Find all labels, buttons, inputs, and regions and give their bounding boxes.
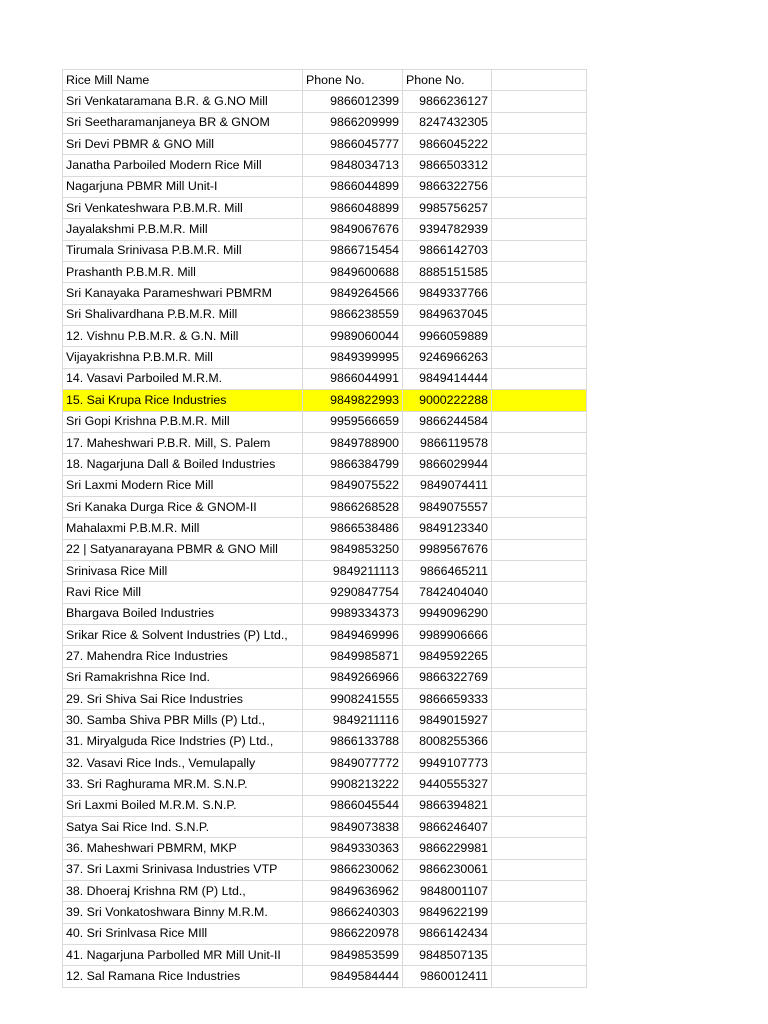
mill-name-cell[interactable]: 17. Maheshwari P.B.R. Mill, S. Palem <box>63 432 303 453</box>
empty-cell[interactable] <box>492 496 587 517</box>
phone-1-cell[interactable]: 9849822993 <box>303 390 403 411</box>
empty-cell[interactable] <box>492 176 587 197</box>
table-row <box>63 432 587 453</box>
phone-1-cell[interactable]: 9849073838 <box>303 817 403 838</box>
table-row <box>63 923 587 944</box>
mill-name-cell[interactable]: Mahalaxmi P.B.M.R. Mill <box>63 518 303 539</box>
table-row <box>63 240 587 261</box>
table-row <box>63 112 587 133</box>
phone-2-cell[interactable]: 9849414444 <box>403 368 492 389</box>
mill-name-cell[interactable]: Sri Ramakrishna Rice Ind. <box>63 667 303 688</box>
phone-1-cell[interactable]: 9849399995 <box>303 347 403 368</box>
phone-1-cell[interactable]: 9866538486 <box>303 518 403 539</box>
mill-name-cell[interactable]: 33. Sri Raghurama MR.M. S.N.P. <box>63 774 303 795</box>
table-row <box>63 539 587 560</box>
phone-2-cell[interactable]: 9866465211 <box>403 560 492 581</box>
phone-1-cell[interactable]: 9849211116 <box>303 710 403 731</box>
phone-2-cell[interactable]: 9848507135 <box>403 945 492 966</box>
phone-1-cell[interactable]: 9866715454 <box>303 240 403 261</box>
mill-name-cell[interactable]: Sri Seetharamanjaneya BR & GNOM <box>63 112 303 133</box>
phone-1-cell[interactable]: 9866044991 <box>303 368 403 389</box>
phone-1-cell[interactable]: 9866268528 <box>303 496 403 517</box>
mill-name-cell[interactable]: Ravi Rice Mill <box>63 582 303 603</box>
table-row <box>63 219 587 240</box>
phone-2-cell[interactable]: 9985756257 <box>403 198 492 219</box>
table-row <box>63 624 587 645</box>
mill-name-cell[interactable]: 27. Mahendra Rice Industries <box>63 646 303 667</box>
mill-name-cell[interactable]: Srikar Rice & Solvent Industries (P) Ltd., <box>63 624 303 645</box>
table-row <box>63 262 587 283</box>
empty-cell[interactable] <box>492 582 587 603</box>
phone-1-cell[interactable]: 9989334373 <box>303 603 403 624</box>
empty-cell[interactable] <box>492 795 587 816</box>
phone-2-cell[interactable]: 9866029944 <box>403 454 492 475</box>
mill-name-cell[interactable]: Vijayakrishna P.B.M.R. Mill <box>63 347 303 368</box>
empty-cell[interactable] <box>492 326 587 347</box>
table-row <box>63 347 587 368</box>
mill-name-cell[interactable]: 32. Vasavi Rice Inds., Vemulapally <box>63 753 303 774</box>
phone-1-cell[interactable]: 9849584444 <box>303 966 403 987</box>
empty-cell[interactable] <box>492 923 587 944</box>
phone-2-cell[interactable]: 9440555327 <box>403 774 492 795</box>
empty-cell[interactable] <box>492 304 587 325</box>
header-phone-1[interactable]: Phone No. <box>303 70 403 91</box>
phone-2-cell[interactable]: 9849337766 <box>403 283 492 304</box>
empty-cell[interactable] <box>492 70 587 91</box>
table-body <box>63 70 587 988</box>
mill-name-cell[interactable]: Jayalakshmi P.B.M.R. Mill <box>63 219 303 240</box>
phone-1-cell[interactable]: 9866045544 <box>303 795 403 816</box>
table-row <box>63 688 587 709</box>
empty-cell[interactable] <box>492 817 587 838</box>
table-row <box>63 368 587 389</box>
phone-2-cell[interactable]: 9849123340 <box>403 518 492 539</box>
phone-2-cell[interactable]: 9849622199 <box>403 902 492 923</box>
table-row <box>63 795 587 816</box>
mill-name-cell[interactable]: 12. Vishnu P.B.M.R. & G.N. Mill <box>63 326 303 347</box>
phone-1-cell[interactable]: 9866238559 <box>303 304 403 325</box>
phone-1-cell[interactable]: 9849853599 <box>303 945 403 966</box>
table-row <box>63 731 587 752</box>
table-row <box>63 518 587 539</box>
table-row <box>63 283 587 304</box>
table-row <box>63 902 587 923</box>
phone-2-cell[interactable]: 7842404040 <box>403 582 492 603</box>
header-phone-2[interactable]: Phone No. <box>403 70 492 91</box>
phone-2-cell[interactable]: 9849637045 <box>403 304 492 325</box>
table-row <box>63 454 587 475</box>
empty-cell[interactable] <box>492 454 587 475</box>
table-row <box>63 646 587 667</box>
phone-1-cell[interactable]: 9849266966 <box>303 667 403 688</box>
phone-1-cell[interactable]: 9849077772 <box>303 753 403 774</box>
phone-1-cell[interactable]: 9866209999 <box>303 112 403 133</box>
empty-cell[interactable] <box>492 134 587 155</box>
mill-name-cell[interactable]: Sri Laxmi Modern Rice Mill <box>63 475 303 496</box>
empty-cell[interactable] <box>492 838 587 859</box>
mill-name-cell[interactable]: 18. Nagarjuna Dall & Boiled Industries <box>63 454 303 475</box>
empty-cell[interactable] <box>492 155 587 176</box>
empty-cell[interactable] <box>492 945 587 966</box>
phone-1-cell[interactable]: 9849600688 <box>303 262 403 283</box>
mill-name-cell[interactable]: Sri Kanaka Durga Rice & GNOM-II <box>63 496 303 517</box>
empty-cell[interactable] <box>492 518 587 539</box>
mill-name-cell[interactable]: 41. Nagarjuna Parbolled MR Mill Unit-II <box>63 945 303 966</box>
phone-1-cell[interactable]: 9866044899 <box>303 176 403 197</box>
phone-2-cell[interactable]: 9866394821 <box>403 795 492 816</box>
mill-name-cell[interactable]: 30. Samba Shiva PBR Mills (P) Ltd., <box>63 710 303 731</box>
table-row <box>63 667 587 688</box>
mill-name-cell[interactable]: Sri Laxmi Boiled M.R.M. S.N.P. <box>63 795 303 816</box>
phone-2-cell[interactable]: 9866322769 <box>403 667 492 688</box>
phone-1-cell[interactable]: 9849636962 <box>303 881 403 902</box>
table-row <box>63 774 587 795</box>
phone-1-cell[interactable]: 9866220978 <box>303 923 403 944</box>
empty-cell[interactable] <box>492 411 587 432</box>
phone-1-cell[interactable]: 9989060044 <box>303 326 403 347</box>
mill-name-cell[interactable]: Bhargava Boiled Industries <box>63 603 303 624</box>
phone-1-cell[interactable]: 9849067676 <box>303 219 403 240</box>
empty-cell[interactable] <box>492 347 587 368</box>
phone-1-cell[interactable]: 9866240303 <box>303 902 403 923</box>
empty-cell[interactable] <box>492 262 587 283</box>
phone-1-cell[interactable]: 9866133788 <box>303 731 403 752</box>
mill-name-cell[interactable]: 40. Sri Srinlvasa Rice MIll <box>63 923 303 944</box>
phone-2-cell[interactable]: 9848001107 <box>403 881 492 902</box>
table-row <box>63 176 587 197</box>
mill-name-cell[interactable]: 14. Vasavi Parboiled M.R.M. <box>63 368 303 389</box>
phone-2-cell[interactable]: 9989567676 <box>403 539 492 560</box>
phone-1-cell[interactable]: 9849264566 <box>303 283 403 304</box>
table-row <box>63 304 587 325</box>
phone-1-cell[interactable]: 9959566659 <box>303 411 403 432</box>
mill-name-cell[interactable]: Nagarjuna PBMR Mill Unit-I <box>63 176 303 197</box>
table-row <box>63 859 587 880</box>
mill-name-cell[interactable]: 31. Miryalguda Rice Indstries (P) Ltd., <box>63 731 303 752</box>
empty-cell[interactable] <box>492 966 587 987</box>
table-row <box>63 838 587 859</box>
phone-2-cell[interactable]: 9246966263 <box>403 347 492 368</box>
empty-cell[interactable] <box>492 91 587 112</box>
phone-1-cell[interactable]: 9866384799 <box>303 454 403 475</box>
phone-1-cell[interactable]: 9908241555 <box>303 688 403 709</box>
phone-1-cell[interactable]: 9849075522 <box>303 475 403 496</box>
phone-2-cell[interactable]: 9866659333 <box>403 688 492 709</box>
phone-2-cell[interactable]: 9860012411 <box>403 966 492 987</box>
phone-2-cell[interactable]: 9866119578 <box>403 432 492 453</box>
table-row <box>63 582 587 603</box>
empty-cell[interactable] <box>492 902 587 923</box>
phone-2-cell[interactable]: 9866244584 <box>403 411 492 432</box>
mill-name-cell[interactable]: Satya Sai Rice Ind. S.N.P. <box>63 817 303 838</box>
phone-1-cell[interactable]: 9866048899 <box>303 198 403 219</box>
empty-cell[interactable] <box>492 198 587 219</box>
phone-2-cell[interactable]: 9000222288 <box>403 390 492 411</box>
empty-cell[interactable] <box>492 368 587 389</box>
phone-1-cell[interactable]: 9849330363 <box>303 838 403 859</box>
mill-name-cell[interactable]: Sri Shalivardhana P.B.M.R. Mill <box>63 304 303 325</box>
phone-2-cell[interactable]: 9866236127 <box>403 91 492 112</box>
phone-2-cell[interactable]: 9866503312 <box>403 155 492 176</box>
phone-2-cell[interactable]: 9966059889 <box>403 326 492 347</box>
table-row <box>63 710 587 731</box>
empty-cell[interactable] <box>492 710 587 731</box>
phone-2-cell[interactable]: 9866142703 <box>403 240 492 261</box>
phone-2-cell[interactable]: 9866246407 <box>403 817 492 838</box>
mill-name-cell[interactable]: 38. Dhoeraj Krishna RM (P) Ltd., <box>63 881 303 902</box>
phone-2-cell[interactable]: 8885151585 <box>403 262 492 283</box>
phone-2-cell[interactable]: 9949096290 <box>403 603 492 624</box>
phone-2-cell[interactable]: 9849074411 <box>403 475 492 496</box>
phone-2-cell[interactable]: 9849015927 <box>403 710 492 731</box>
table-row <box>63 945 587 966</box>
mill-name-cell[interactable]: Sri Gopi Krishna P.B.M.R. Mill <box>63 411 303 432</box>
phone-2-cell[interactable]: 9949107773 <box>403 753 492 774</box>
table-row <box>63 817 587 838</box>
phone-2-cell[interactable]: 9394782939 <box>403 219 492 240</box>
table-row <box>63 198 587 219</box>
table-row <box>63 475 587 496</box>
phone-1-cell[interactable]: 9849469996 <box>303 624 403 645</box>
table-row <box>63 390 587 411</box>
mill-name-cell[interactable]: 39. Sri Vonkatoshwara Binny M.R.M. <box>63 902 303 923</box>
phone-1-cell[interactable]: 9290847754 <box>303 582 403 603</box>
phone-2-cell[interactable]: 9989906666 <box>403 624 492 645</box>
mill-name-cell[interactable]: Prashanth P.B.M.R. Mill <box>63 262 303 283</box>
mill-name-cell[interactable]: 36. Maheshwari PBMRM, MKP <box>63 838 303 859</box>
empty-cell[interactable] <box>492 112 587 133</box>
phone-1-cell[interactable]: 9866230062 <box>303 859 403 880</box>
phone-2-cell[interactable]: 9866045222 <box>403 134 492 155</box>
empty-cell[interactable] <box>492 881 587 902</box>
mill-name-cell[interactable]: Sri Venkataramana B.R. & G.NO Mill <box>63 91 303 112</box>
table-row <box>63 560 587 581</box>
empty-cell[interactable] <box>492 688 587 709</box>
mill-name-cell[interactable]: Janatha Parboiled Modern Rice Mill <box>63 155 303 176</box>
table-row <box>63 496 587 517</box>
header-rice-mill-name[interactable]: Rice Mill Name <box>63 70 303 91</box>
phone-1-cell[interactable]: 9866012399 <box>303 91 403 112</box>
phone-1-cell[interactable]: 9849788900 <box>303 432 403 453</box>
empty-cell[interactable] <box>492 859 587 880</box>
empty-cell[interactable] <box>492 475 587 496</box>
phone-2-cell[interactable]: 9866230061 <box>403 859 492 880</box>
phone-2-cell[interactable]: 8008255366 <box>403 731 492 752</box>
table-row <box>63 134 587 155</box>
phone-1-cell[interactable]: 9849985871 <box>303 646 403 667</box>
phone-1-cell[interactable]: 9849211113 <box>303 560 403 581</box>
empty-cell[interactable] <box>492 283 587 304</box>
empty-cell[interactable] <box>492 603 587 624</box>
phone-1-cell[interactable]: 9908213222 <box>303 774 403 795</box>
empty-cell[interactable] <box>492 539 587 560</box>
phone-1-cell[interactable]: 9848034713 <box>303 155 403 176</box>
mill-name-cell[interactable]: 15. Sai Krupa Rice Industries <box>63 390 303 411</box>
phone-1-cell[interactable]: 9849853250 <box>303 539 403 560</box>
empty-cell[interactable] <box>492 219 587 240</box>
empty-cell[interactable] <box>492 731 587 752</box>
table-row <box>63 155 587 176</box>
table-row <box>63 881 587 902</box>
empty-cell[interactable] <box>492 753 587 774</box>
empty-cell[interactable] <box>492 667 587 688</box>
phone-2-cell[interactable]: 9866322756 <box>403 176 492 197</box>
mill-name-cell[interactable]: 12. Sal Ramana Rice Industries <box>63 966 303 987</box>
mill-name-cell[interactable]: 22 | Satyanarayana PBMR & GNO Mill <box>63 539 303 560</box>
rice-mill-table <box>62 69 587 988</box>
empty-cell[interactable] <box>492 240 587 261</box>
mill-name-cell[interactable]: Sri Venkateshwara P.B.M.R. Mill <box>63 198 303 219</box>
empty-cell[interactable] <box>492 624 587 645</box>
empty-cell[interactable] <box>492 774 587 795</box>
mill-name-cell[interactable]: Sri Kanayaka Parameshwari PBMRM <box>63 283 303 304</box>
table-row <box>63 326 587 347</box>
table-row <box>63 753 587 774</box>
table-row <box>63 603 587 624</box>
mill-name-cell[interactable]: Tirumala Srinivasa P.B.M.R. Mill <box>63 240 303 261</box>
table-row <box>63 91 587 112</box>
header-row <box>63 70 587 91</box>
phone-2-cell[interactable]: 9866142434 <box>403 923 492 944</box>
phone-2-cell[interactable]: 9849592265 <box>403 646 492 667</box>
phone-2-cell[interactable]: 9866229981 <box>403 838 492 859</box>
phone-1-cell[interactable]: 9866045777 <box>303 134 403 155</box>
mill-name-cell[interactable]: Srinivasa Rice Mill <box>63 560 303 581</box>
mill-name-cell[interactable]: Sri Devi PBMR & GNO Mill <box>63 134 303 155</box>
mill-name-cell[interactable]: 37. Sri Laxmi Srinivasa Industries VTP <box>63 859 303 880</box>
empty-cell[interactable] <box>492 646 587 667</box>
phone-2-cell[interactable]: 8247432305 <box>403 112 492 133</box>
table-row <box>63 966 587 987</box>
phone-2-cell[interactable]: 9849075557 <box>403 496 492 517</box>
mill-name-cell[interactable]: 29. Sri Shiva Sai Rice Industries <box>63 688 303 709</box>
table-row <box>63 411 587 432</box>
empty-cell[interactable] <box>492 560 587 581</box>
empty-cell[interactable] <box>492 390 587 411</box>
empty-cell[interactable] <box>492 432 587 453</box>
